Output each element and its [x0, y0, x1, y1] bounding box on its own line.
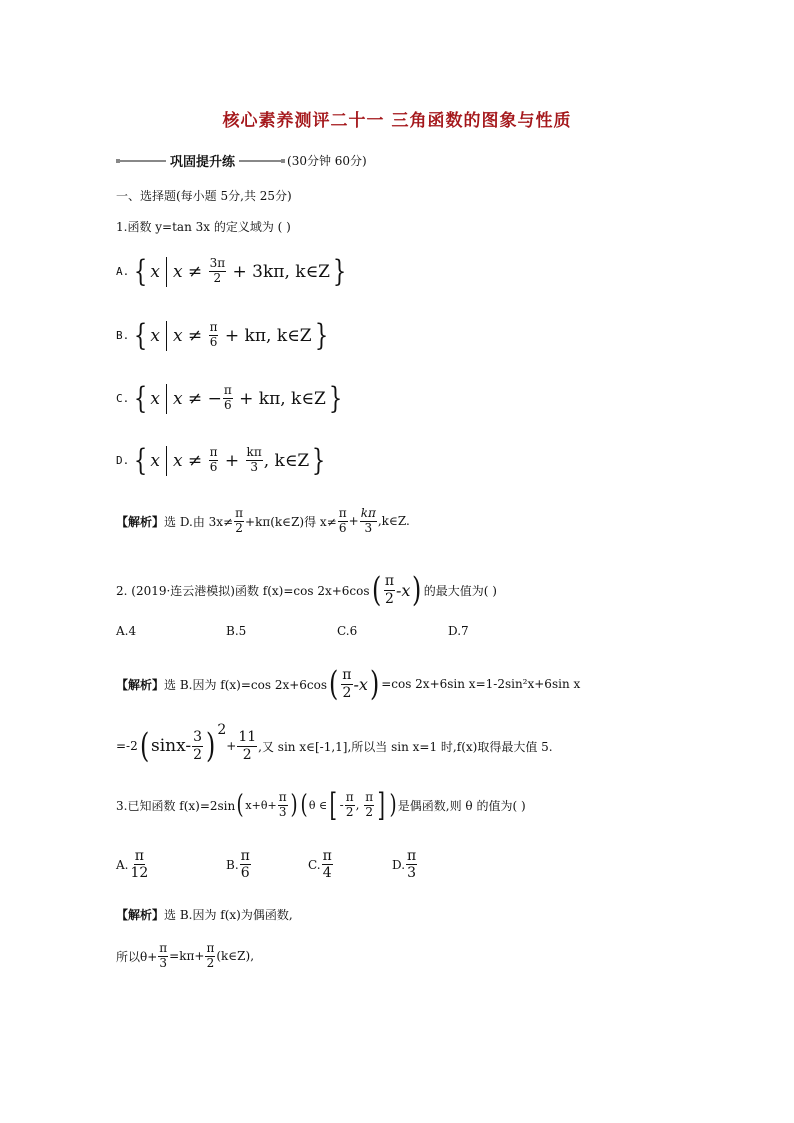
option-label: B.	[116, 329, 130, 342]
q3-stem-text: θ ∈	[308, 798, 328, 812]
frac-den: 6	[240, 865, 250, 882]
part-heading: 一、选择题(每小题 5分,共 25分)	[116, 189, 292, 203]
frac-den: 2	[345, 804, 354, 819]
frac-den: 6	[338, 520, 347, 535]
q2-option-a: A.4	[116, 624, 137, 638]
frac-den: 2	[342, 684, 352, 701]
analysis-text: sinx-	[151, 736, 192, 756]
q1-option-c: C. { x x ≠ − $\frac{\pi}{6}$ + kπ, k∈Z }	[116, 381, 342, 416]
analysis-tag: 【解析】	[116, 677, 165, 692]
q3-analysis-line1	[116, 906, 293, 923]
section-label: 巩固提升练	[170, 155, 236, 170]
option-tail: + kπ, k∈Z	[224, 325, 312, 346]
q3-stem-text: ,	[355, 798, 360, 812]
frac-num: π	[322, 848, 332, 864]
section-header	[116, 151, 367, 170]
q3-stem-text: -	[339, 798, 344, 812]
option-label: D.	[392, 857, 406, 872]
q3-analysis-line2	[116, 942, 254, 971]
frac-num: π	[209, 320, 218, 335]
frac-num: 3π	[209, 256, 226, 271]
analysis-text: (k∈Z),	[216, 949, 255, 964]
q3-stem-text: 3.已知函数 f(x)=2sin	[116, 798, 236, 813]
analysis-text: =cos 2x+6sin x=1-2sin²x+6sin x	[381, 677, 581, 691]
analysis-text: +	[348, 514, 359, 529]
frac-den: 6	[209, 460, 218, 474]
frac-den: 3	[159, 955, 168, 970]
page-title: 核心素养测评二十一 三角函数的图象与性质	[222, 111, 572, 131]
frac-num: 3	[193, 729, 203, 746]
frac-num: π	[235, 506, 244, 520]
frac-num: π	[365, 789, 374, 804]
option-label: B.	[226, 857, 239, 872]
analysis-text: =kπ+	[169, 949, 205, 964]
frac-num: kπ	[246, 445, 262, 460]
bar-line-left	[120, 160, 166, 162]
analysis-text: ,又 sin x∈[-1,1],所以当 sin x=1 时,f(x)取得最大值 5.	[258, 739, 553, 754]
option-label: C.	[116, 392, 130, 405]
option-label: A.	[116, 265, 130, 278]
q2-option-b: B.5	[226, 624, 247, 638]
q3-stem-text: 是偶函数,则 θ 的值为( )	[397, 798, 526, 813]
frac-den: 3	[364, 520, 373, 535]
frac-den: 6	[209, 335, 218, 349]
frac-den: 6	[223, 398, 232, 412]
q3-stem-text: x+θ+	[245, 798, 277, 812]
analysis-text: =-2	[116, 739, 138, 753]
section-time: (30分钟 60分)	[287, 154, 367, 168]
analysis-text: 所以θ+	[116, 949, 158, 964]
frac-den: 12	[130, 865, 149, 882]
q3-option-a	[116, 848, 150, 881]
bar-dot-right	[281, 159, 285, 163]
analysis-tag: 【解析】	[116, 514, 165, 529]
q2-stem-text: 的最大值为( )	[423, 583, 497, 598]
bar-line-right	[239, 160, 281, 162]
q1-option-a: A. { x x ≠ $\frac{3\pi}{2}$ + 3kπ, k∈Z }	[116, 254, 347, 289]
frac-den: 3	[250, 460, 258, 474]
analysis-text: ,k∈Z.	[377, 514, 410, 529]
analysis-text: 选 D.由 3x≠	[164, 514, 234, 529]
option-label: C.	[308, 857, 321, 872]
frac-den: 3	[407, 865, 417, 882]
superscript: 2	[217, 722, 227, 738]
frac-num: π	[206, 941, 215, 955]
frac-num: π	[223, 383, 232, 398]
frac-num: π	[338, 506, 347, 520]
frac-num: π	[345, 789, 354, 804]
q3-stem: 3.已知函数 f(x)=2sin ( x+θ+ $\frac{\pi}{3}$ ) ( θ ∈ [ - $\frac{\pi}{2}$ , $\frac{\pi}{2}$ ] ) 是偶函数,则 θ 的值为( )	[116, 786, 526, 824]
frac-num: π	[278, 789, 287, 804]
option-tail: + kπ, k∈Z	[239, 388, 326, 409]
frac-den: 2	[242, 746, 252, 763]
frac-num: π	[159, 941, 168, 955]
q2-stem-text: 2. (2019·连云港模拟)函数 f(x)=cos 2x+6cos	[116, 583, 370, 598]
q1-option-d: D. { x x ≠ $\frac{\pi}{6}$ + $\frac{k\pi}{3}$ , k∈Z }	[116, 443, 326, 478]
frac-den: 2	[384, 590, 394, 607]
frac-den: 2	[365, 804, 374, 819]
q2-option-c: C.6	[337, 624, 358, 638]
q2-stem: 2. (2019·连云港模拟)函数 f(x)=cos 2x+6cos ( $\frac{\pi}{2}$ -x ) 的最大值为( )	[116, 570, 497, 610]
frac-den: 2	[213, 271, 222, 285]
frac-num: π	[240, 848, 250, 864]
frac-num: π	[342, 667, 352, 684]
frac-num: kπ	[360, 506, 376, 520]
q2-analysis-line1: 【解析】 选 B.因为 f(x)=cos 2x+6cos ( $\frac{\pi}{2}$ -x ) =cos 2x+6sin x=1-2sin²x+6sin x	[116, 664, 581, 704]
frac-den: 2	[235, 520, 243, 535]
q1-stem: 1.函数 y=tan 3x 的定义域为 ( )	[116, 220, 291, 234]
frac-den: 2	[206, 955, 215, 970]
analysis-text: +kπ(k∈Z)得 x≠	[245, 514, 337, 529]
frac-num: π	[134, 848, 144, 864]
option-tail: + 3kπ, k∈Z	[232, 261, 330, 282]
q1-analysis	[116, 507, 410, 536]
q3-option-c	[308, 848, 334, 881]
frac-num: π	[407, 848, 417, 864]
frac-den: 4	[322, 865, 332, 882]
analysis-text: -x	[353, 674, 368, 694]
frac-num: π	[209, 445, 218, 460]
q2-analysis-line2: =-2 ( sinx- $\frac{3}{2}$ ) 2 + $\frac{11}{2}$ ,又 sin x∈[-1,1],所以当 sin x=1 时,f(x)取得最大值 5.	[116, 722, 553, 766]
option-label: D.	[116, 454, 130, 467]
frac-den: 3	[278, 804, 287, 819]
analysis-text: +	[226, 739, 237, 753]
frac-num: 11	[238, 729, 257, 746]
q3-option-d	[392, 848, 418, 881]
analysis-text: 选 B.因为 f(x)=cos 2x+6cos	[164, 677, 328, 692]
q3-option-b	[226, 848, 252, 881]
analysis-tag: 【解析】	[116, 908, 165, 922]
q1-option-b: B. { x x ≠ $\frac{\pi}{6}$ + kπ, k∈Z }	[116, 318, 328, 353]
option-tail: , k∈Z	[263, 450, 310, 471]
analysis-text: 选 B.因为 f(x)为偶函数,	[164, 908, 293, 922]
q2-stem-text: -x	[396, 580, 411, 600]
q2-option-d: D.7	[448, 624, 469, 638]
option-label: A.	[116, 857, 129, 872]
frac-num: π	[384, 573, 395, 590]
frac-den: 2	[193, 746, 203, 763]
